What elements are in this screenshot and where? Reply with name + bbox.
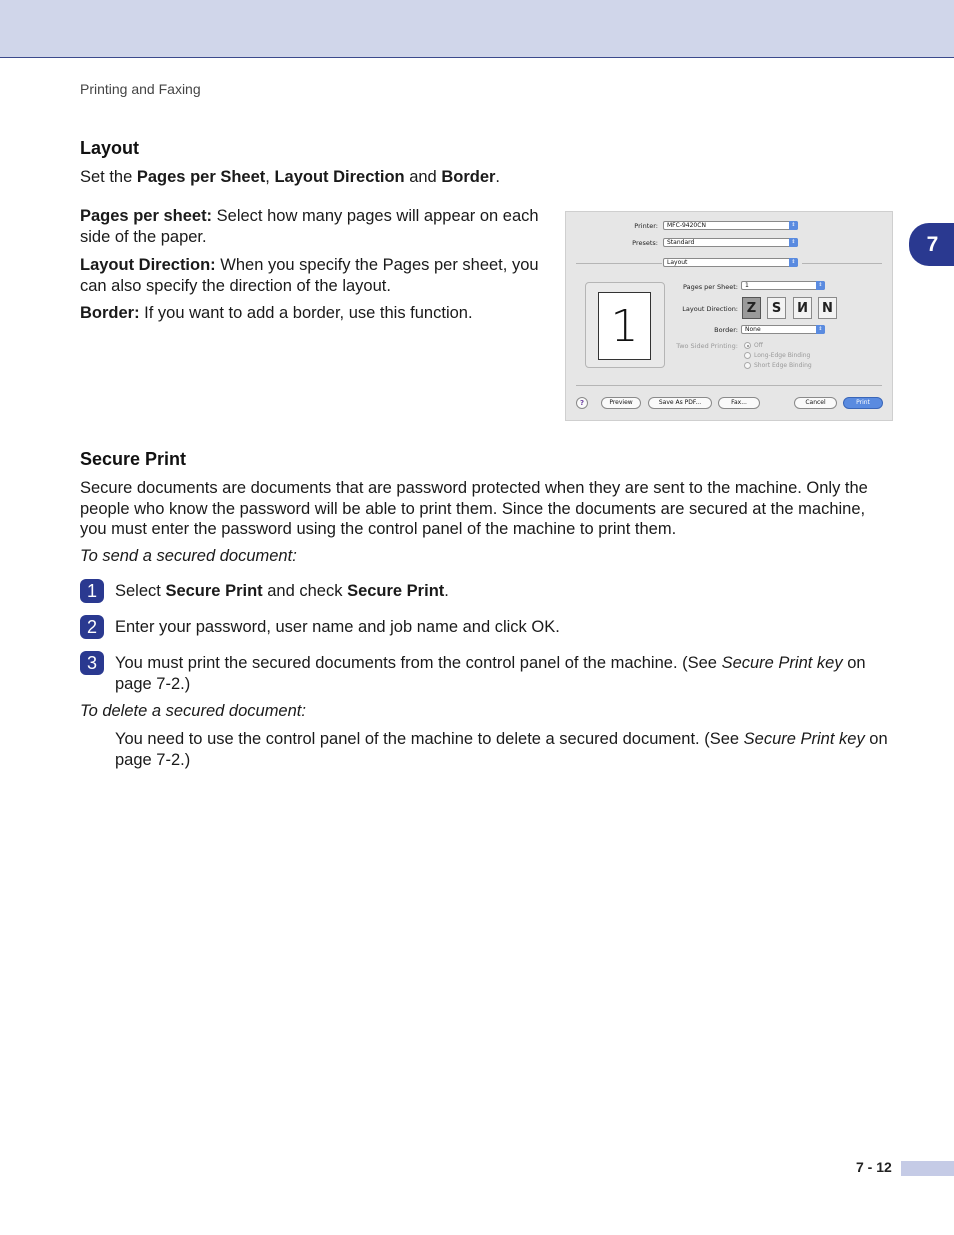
pages-per-sheet-label: Pages per Sheet: bbox=[682, 283, 738, 291]
separator bbox=[576, 385, 882, 386]
preview-button[interactable]: Preview bbox=[601, 397, 641, 409]
border-label: Border: bbox=[714, 326, 738, 334]
radio-long-edge-label: Long-Edge Binding bbox=[754, 352, 811, 359]
updown-arrow-icon: ⇕ bbox=[816, 325, 825, 334]
print-button[interactable]: Print bbox=[843, 397, 883, 409]
radio-long-edge[interactable] bbox=[744, 352, 751, 359]
chapter-tab[interactable]: 7 bbox=[909, 223, 954, 266]
running-header: Printing and Faxing bbox=[80, 81, 201, 97]
direction-z-icon[interactable]: Z bbox=[742, 297, 761, 319]
radio-short-edge[interactable] bbox=[744, 362, 751, 369]
separator bbox=[576, 263, 662, 264]
printer-label: Printer: bbox=[634, 222, 658, 230]
layout-direction-desc: Layout Direction: When you specify the Pages per sheet, you can also specify the direction of the layout. bbox=[80, 256, 539, 295]
printer-select[interactable]: MFC-9420CN ⇕ bbox=[663, 221, 798, 230]
delete-caption: To delete a secured document: bbox=[80, 702, 306, 720]
border-select[interactable]: None ⇕ bbox=[741, 325, 825, 334]
updown-arrow-icon: ⇕ bbox=[789, 221, 798, 230]
layout-direction-label: Layout Direction: bbox=[682, 305, 738, 313]
step-number-2: 2 bbox=[80, 615, 104, 639]
pages-per-sheet-select[interactable]: 1 ⇕ bbox=[741, 281, 825, 290]
print-dialog bbox=[565, 211, 893, 421]
direction-n-icon[interactable]: N bbox=[818, 297, 837, 319]
radio-short-edge-label: Short Edge Binding bbox=[754, 362, 812, 369]
updown-arrow-icon: ⇕ bbox=[816, 281, 825, 290]
two-sided-label: Two Sided Printing: bbox=[676, 342, 738, 350]
layout-heading: Layout bbox=[80, 138, 140, 158]
fax-button[interactable]: Fax... bbox=[718, 397, 760, 409]
header-band bbox=[0, 0, 954, 58]
preview-page: 1 bbox=[598, 292, 651, 360]
help-icon[interactable]: ? bbox=[576, 397, 588, 409]
radio-off-label: Off bbox=[754, 342, 763, 349]
step-number-3: 3 bbox=[80, 651, 104, 675]
cancel-button[interactable]: Cancel bbox=[794, 397, 837, 409]
secure-print-heading: Secure Print bbox=[80, 449, 187, 469]
page-number: 7 - 12 bbox=[856, 1159, 892, 1175]
step-2-text: Enter your password, user name and job name and click OK. bbox=[115, 618, 560, 636]
separator bbox=[802, 263, 882, 264]
save-as-pdf-button[interactable]: Save As PDF... bbox=[648, 397, 712, 409]
pages-per-sheet-desc: Pages per sheet: Select how many pages will appear on each side of the paper. bbox=[80, 207, 539, 246]
step-3-text: You must print the secured documents from the control panel of the machine. (See Secure Print key on page 7-2.) bbox=[115, 654, 866, 693]
direction-s-icon[interactable]: S bbox=[767, 297, 786, 319]
presets-label: Presets: bbox=[632, 239, 658, 247]
pane-select[interactable]: Layout ⇕ bbox=[663, 258, 798, 267]
updown-arrow-icon: ⇕ bbox=[789, 258, 798, 267]
step-number-1: 1 bbox=[80, 579, 104, 603]
border-desc: Border: If you want to add a border, use this function. bbox=[80, 304, 473, 322]
layout-intro: Set the Pages per Sheet, Layout Direction and Border. bbox=[80, 168, 501, 186]
secure-print-paragraph: Secure documents are documents that are password protected when they are sent to the machine. Only the people who know the password will be able to print them. Since the documents are secured at the machine, you must enter the password using the control panel of the machine to print them. bbox=[80, 479, 868, 538]
send-caption: To send a secured document: bbox=[80, 547, 297, 565]
delete-text: You need to use the control panel of the machine to delete a secured document. (See Secure Print key on page 7-2.) bbox=[115, 730, 888, 769]
updown-arrow-icon: ⇕ bbox=[789, 238, 798, 247]
radio-off[interactable] bbox=[744, 342, 751, 349]
step-1-text: Select Secure Print and check Secure Print. bbox=[115, 582, 449, 600]
presets-select[interactable]: Standard ⇕ bbox=[663, 238, 798, 247]
footer-bar bbox=[901, 1161, 954, 1176]
direction-n-reverse-icon[interactable]: N bbox=[793, 297, 812, 319]
